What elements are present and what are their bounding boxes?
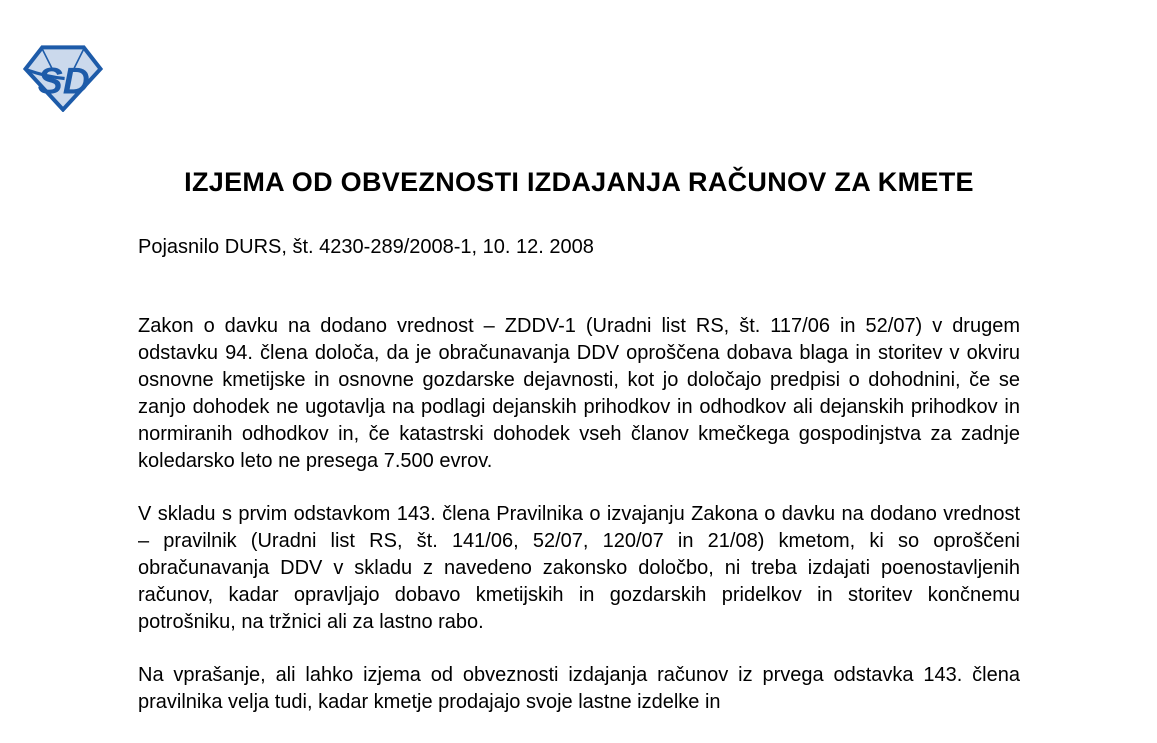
logo-letters: SD <box>37 59 90 102</box>
document-title: IZJEMA OD OBVEZNOSTI IZDAJANJA RAČUNOV ZA KMETE <box>184 167 974 197</box>
sd-logo <box>23 45 103 112</box>
document-reference-line: Pojasnilo DURS, št. 4230-289/2008-1, 10. 12. 2008 <box>138 236 594 258</box>
paragraph-2: V skladu s prvim odstavkom 143. člena Pravilnika o izvajanju Zakona o davku na dodano vrednost – pravilnik (Uradni list RS, št. 141/06, 52/07, 120/07 in 21/08) kmetom, ki so oproščeni obračunavanja DDV v skladu z navedeno zakonsko določbo, ni treba izdajati poenostavljenih računov, kadar opravljajo dobavo kmetijskih in gozdarskih pridelkov in storitev končnemu potrošniku, na tržnici ali za lastno rabo. <box>138 503 1020 633</box>
paragraph-1: Zakon o davku na dodano vrednost – ZDDV-1 (Uradni list RS, št. 117/06 in 52/07) v drugem odstavku 94. člena določa, da je obračunavanja DDV oproščena dobava blaga in storitev v okviru osnovne kmetijske in osnovne gozdarske dejavnosti, kot jo določajo predpisi o dohodnini, če se zanjo dohodek ne ugotavlja na podlagi dejanskih prihodkov in odhodkov ali dejanskih prihodkov in normiranih odhodkov in, če katastrski dohodek vseh članov kmečkega gospodinjstva za zadnje koledarsko leto ne presega 7.500 evrov. <box>138 315 1020 472</box>
sd-diamond-logo-icon <box>23 45 103 112</box>
paragraph-3: Na vprašanje, ali lahko izjema od obveznosti izdajanja računov iz prvega odstavka 143. člena pravilnika velja tudi, kadar kmetje prodajajo svoje lastne izdelke in <box>138 664 1020 713</box>
document-content <box>138 0 1020 716</box>
